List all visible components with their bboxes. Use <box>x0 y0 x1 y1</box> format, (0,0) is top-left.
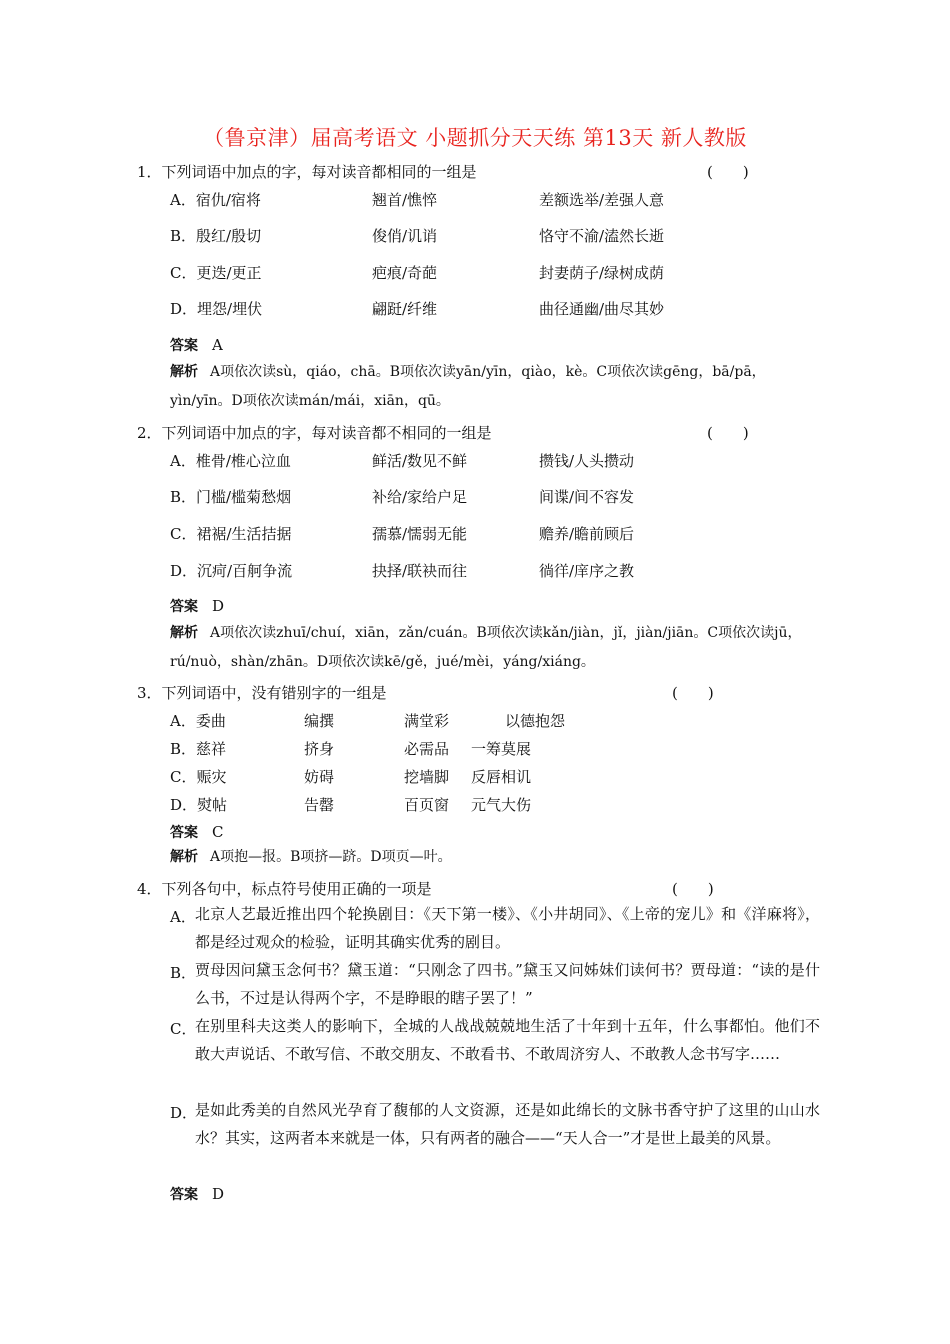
answer-blank: ( ) <box>672 684 714 702</box>
q2-option-cell: 徜徉/庠序之教 <box>539 562 635 580</box>
q4-option-text: 是如此秀美的自然风光孕育了馥郁的人文资源，还是如此绵长的文脉书香守护了这里的山山水水？其实，这两者本来就是一体，只有两者的融合——“天人合一”才是世上最美的风景。 <box>195 1101 820 1147</box>
q3-option-cell: 以德抱怨 <box>505 712 566 730</box>
q1-option-cell: 曲径通幽/曲尽其妙 <box>539 300 665 318</box>
document-title: （鲁京津）届高考语文 小题抓分天天练 第13天 新人教版 <box>203 126 747 150</box>
q3-option-cell: 告罄 <box>304 796 335 814</box>
q4-option-label: B． <box>170 964 197 982</box>
q2-analysis <box>170 619 820 677</box>
answer-label: 答案 <box>170 1187 198 1203</box>
q4-option-text: 北京人艺最近推出四个轮换剧目：《天下第一楼》、《小井胡同》、《上帝的宠儿》和《洋麻将》，都是经过观众的检验，证明其确实优秀的剧目。 <box>195 905 820 951</box>
q2-option-cell: 间谍/间不容发 <box>539 488 635 506</box>
q2-option-cell: 赡养/瞻前顾后 <box>539 525 635 543</box>
answer-value: C <box>212 823 224 841</box>
question-1-stem: 1．下列词语中加点的字，每对读音都相同的一组是 <box>137 163 477 181</box>
q3-analysis <box>170 843 820 872</box>
question-2-stem: 2．下列词语中加点的字，每对读音都不相同的一组是 <box>137 424 492 442</box>
q2-option-cell: 孺慕/懦弱无能 <box>372 525 468 543</box>
q3-option-cell: 一筹莫展 <box>471 740 532 758</box>
answer-blank: ( ) <box>707 163 749 181</box>
q3-option-cell: C．赈灾 <box>170 768 227 786</box>
q1-option-cell: 封妻荫子/绿树成荫 <box>539 264 665 282</box>
question-3-stem: 3．下列词语中，没有错别字的一组是 <box>137 684 387 702</box>
q1-option-cell: 疤痕/奇葩 <box>372 264 438 282</box>
analysis-text: A项抱—报。B项挤—跻。D项页—叶。 <box>210 849 452 865</box>
q3-option-cell: 必需品 <box>404 740 450 758</box>
q1-option-cell: B．殷红/殷切 <box>170 227 262 245</box>
q2-option-cell: D．沉疴/百舸争流 <box>170 562 293 580</box>
q3-option-cell: 挖墙脚 <box>404 768 450 786</box>
q2-option-cell: 攒钱/人头攒动 <box>539 452 635 470</box>
q3-option-cell: 满堂彩 <box>404 712 450 730</box>
question-4-stem: 4．下列各句中，标点符号使用正确的一项是 <box>137 880 432 898</box>
q1-option-cell: 翩跹/纤维 <box>372 300 438 318</box>
q2-option-cell: 抉择/联袂而往 <box>372 562 468 580</box>
analysis-text: A项依次读zhuī/chuí，xiān，zǎn/cuán。B项依次读kǎn/jiàn，jǐ，jiàn/jiān。C项依次读jū，rú/nuò，shàn/zhān。D项依次读kē/gě，jué/mèi，yáng/xiáng。 <box>170 625 802 670</box>
q2-option-cell: 鲜活/数见不鲜 <box>372 452 468 470</box>
q4-option-label: C． <box>170 1020 197 1038</box>
analysis-label: 解析 <box>170 849 198 865</box>
answer-value: D <box>212 1185 225 1203</box>
answer-value: A <box>212 336 223 354</box>
q2-option-cell: A．椎骨/椎心泣血 <box>170 452 291 470</box>
q1-option-cell: 差额选举/差强人意 <box>539 191 665 209</box>
q1-answer <box>170 335 223 355</box>
q1-option-cell: C．更迭/更正 <box>170 264 262 282</box>
q3-option-cell: 挤身 <box>304 740 335 758</box>
q1-option-cell: 恪守不渝/溘然长逝 <box>539 227 665 245</box>
q3-option-cell: 妨碍 <box>304 768 335 786</box>
q1-option-cell: A．宿仇/宿将 <box>170 191 261 209</box>
analysis-label: 解析 <box>170 364 198 380</box>
q2-option-cell: 补给/家给户足 <box>372 488 468 506</box>
answer-value: D <box>212 597 225 615</box>
q2-answer <box>170 596 224 616</box>
answer-label: 答案 <box>170 338 198 354</box>
q4-option-label: A． <box>170 908 196 926</box>
q3-option-cell: D．熨帖 <box>170 796 228 814</box>
q4-answer <box>170 1184 224 1204</box>
q2-option-cell: B．门槛/槛菊愁烟 <box>170 488 292 506</box>
q1-analysis <box>170 358 820 416</box>
q3-option-cell: 百页窗 <box>404 796 450 814</box>
q3-answer <box>170 822 223 842</box>
q4-option-label: D． <box>170 1104 198 1122</box>
q1-option-cell: D．埋怨/埋伏 <box>170 300 263 318</box>
q1-option-cell: 俊俏/讥诮 <box>372 227 438 245</box>
q3-option-cell: 反唇相讥 <box>471 768 532 786</box>
q3-option-cell: A．委曲 <box>170 712 226 730</box>
q2-option-cell: C．裙裾/生活拮据 <box>170 525 292 543</box>
answer-blank: ( ) <box>672 880 714 898</box>
q4-option-text: 在别里科夫这类人的影响下，全城的人战战兢兢地生活了十年到十五年，什么事都怕。他们不敢大声说话、不敢写信、不敢交朋友、不敢看书、不敢周济穷人、不敢教人念书写字…… <box>195 1017 820 1063</box>
analysis-text: A项依次读sù，qiáo，chā。B项依次读yān/yīn，qiào，kè。C项依次读gēng，bā/pā，yìn/yīn。D项依次读mán/mái，xiān，qū。 <box>170 364 766 409</box>
q3-option-cell: 编撰 <box>304 712 335 730</box>
answer-label: 答案 <box>170 599 198 615</box>
q4-option-text: 贾母因问黛玉念何书？黛玉道：“只刚念了四书。”黛玉又问姊妹们读何书？贾母道：“读的是什么书，不过是认得两个字，不是睁眼的瞎子罢了！” <box>195 961 820 1007</box>
analysis-label: 解析 <box>170 625 198 641</box>
q1-option-cell: 翘首/憔悴 <box>372 191 438 209</box>
q3-option-cell: 元气大伤 <box>471 796 532 814</box>
q3-option-cell: B．慈祥 <box>170 740 227 758</box>
answer-label: 答案 <box>170 825 198 841</box>
answer-blank: ( ) <box>707 424 749 442</box>
